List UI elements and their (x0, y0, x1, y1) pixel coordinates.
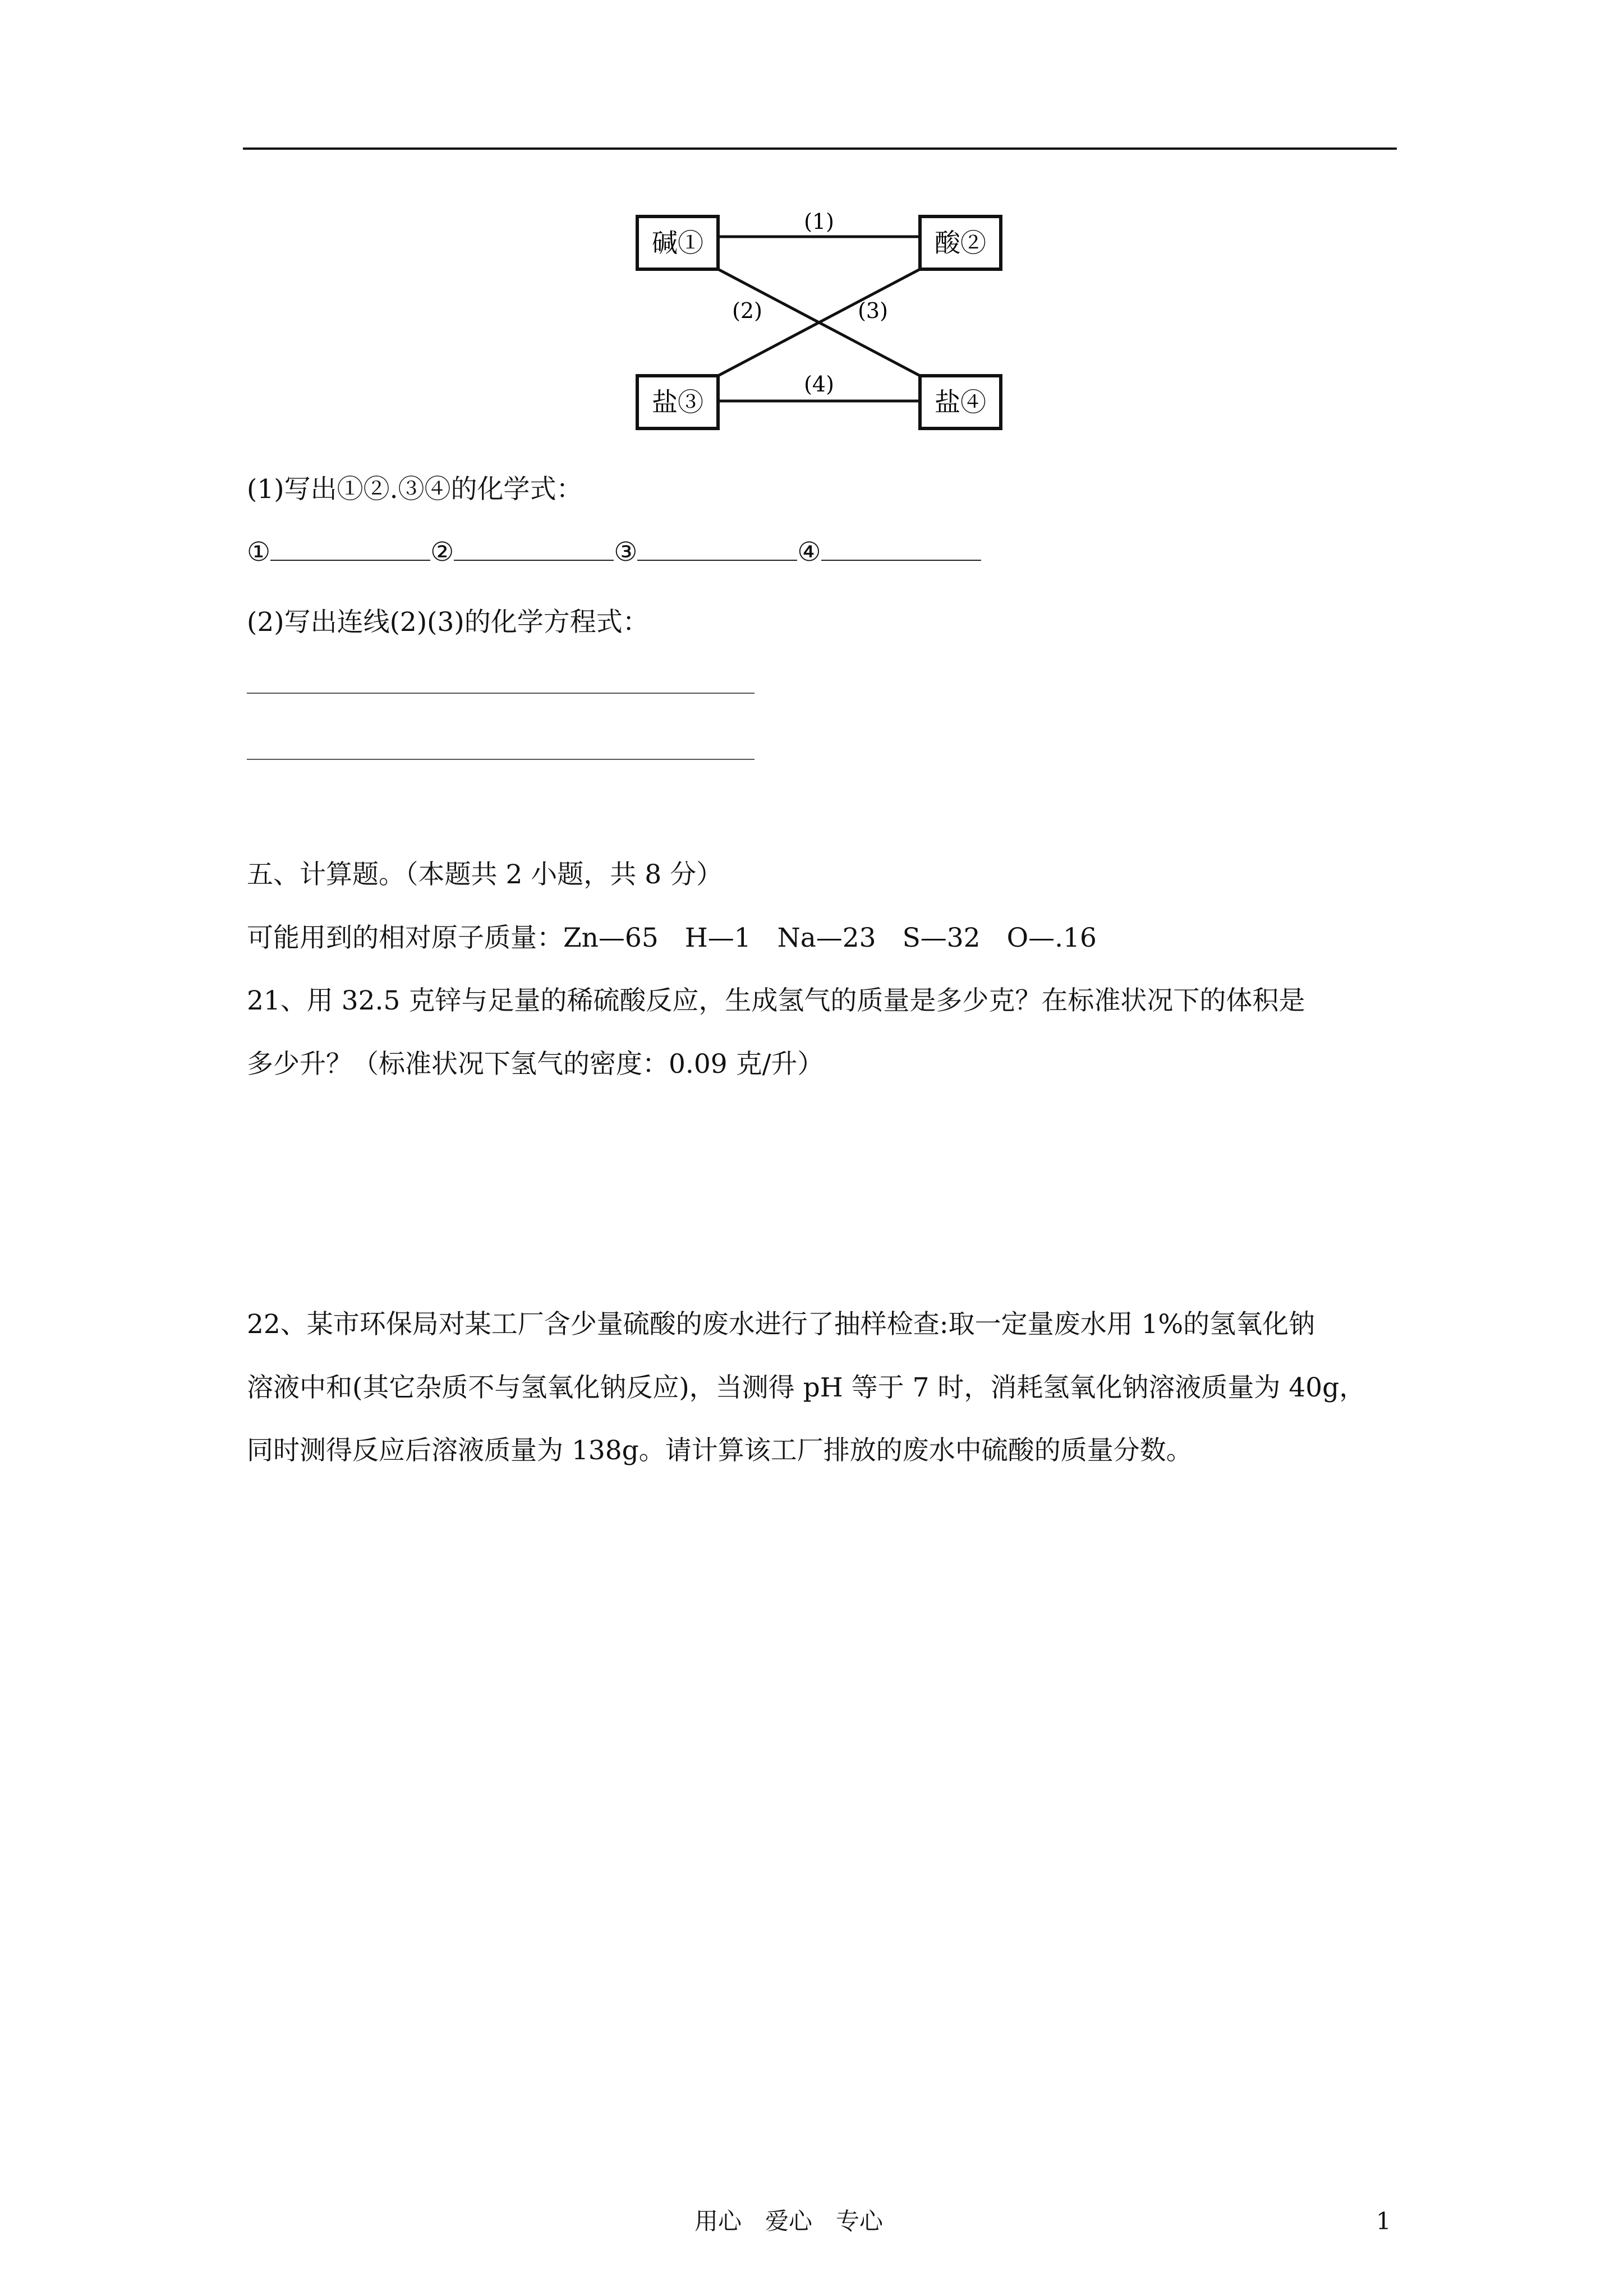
section5-atomic-masses: 可能用到的相对原子质量：Zn—65 H—1 Na—23 S—32 O—.16 (247, 923, 1097, 953)
edge-2-label: (2) (732, 298, 762, 323)
node-acid-label: 酸② (935, 228, 986, 258)
q1-label-4: ④ (797, 537, 821, 568)
edge-4-label: (4) (804, 372, 834, 397)
footer-motto: 用心 爱心 专心 (694, 2207, 884, 2235)
edge-3-label: (3) (858, 298, 888, 323)
node-base (637, 216, 718, 269)
q1-answer-row (247, 536, 981, 569)
q22-line-2: 溶液中和(其它杂质不与氢氧化钠反应)，当测得 pH 等于 7 时，消耗氢氧化钠溶液质量为 40g， (247, 1372, 1366, 1403)
q1-label-2: ② (430, 537, 454, 568)
q2-prompt: (2)写出连线(2)(3)的化学方程式： (247, 607, 649, 638)
q1-blank-2[interactable] (454, 536, 614, 561)
reaction-diagram (628, 208, 1010, 432)
q21-line-2: 多少升？（标准状况下氢气的密度：0.09 克/升） (247, 1049, 824, 1080)
q2-answer-line-1[interactable] (247, 693, 755, 694)
q22-line-3: 同时测得反应后溶液质量为 138g。请计算该工厂排放的废水中硫酸的质量分数。 (247, 1435, 1193, 1466)
node-base-label: 碱① (652, 228, 703, 258)
node-salt-4 (920, 376, 1001, 428)
q1-blank-3[interactable] (637, 536, 797, 561)
q1-blank-1[interactable] (270, 536, 430, 561)
q1-label-1: ① (247, 537, 271, 568)
node-salt-3 (637, 376, 718, 428)
q1-blank-4[interactable] (821, 536, 981, 561)
page-number: 1 (1376, 2207, 1391, 2235)
node-salt-3-label: 盐③ (652, 387, 703, 417)
q21-line-1: 21、用 32.5 克锌与足量的稀硫酸反应，生成氢气的质量是多少克？在标准状况下的体积是 (247, 985, 1305, 1016)
q22-line-1: 22、某市环保局对某工厂含少量硫酸的废水进行了抽样检查:取一定量废水用 1%的氢氧化钠 (247, 1309, 1315, 1340)
q1-prompt: (1)写出①②.③④的化学式： (247, 474, 583, 505)
section5-heading: 五、计算题。（本题共 2 小题，共 8 分） (247, 859, 723, 890)
q1-label-3: ③ (614, 537, 638, 568)
header-rule (243, 147, 1397, 150)
edge-1-label: (1) (804, 209, 834, 234)
node-acid (920, 216, 1001, 269)
q2-answer-line-2[interactable] (247, 759, 755, 760)
node-salt-4-label: 盐④ (935, 387, 986, 417)
